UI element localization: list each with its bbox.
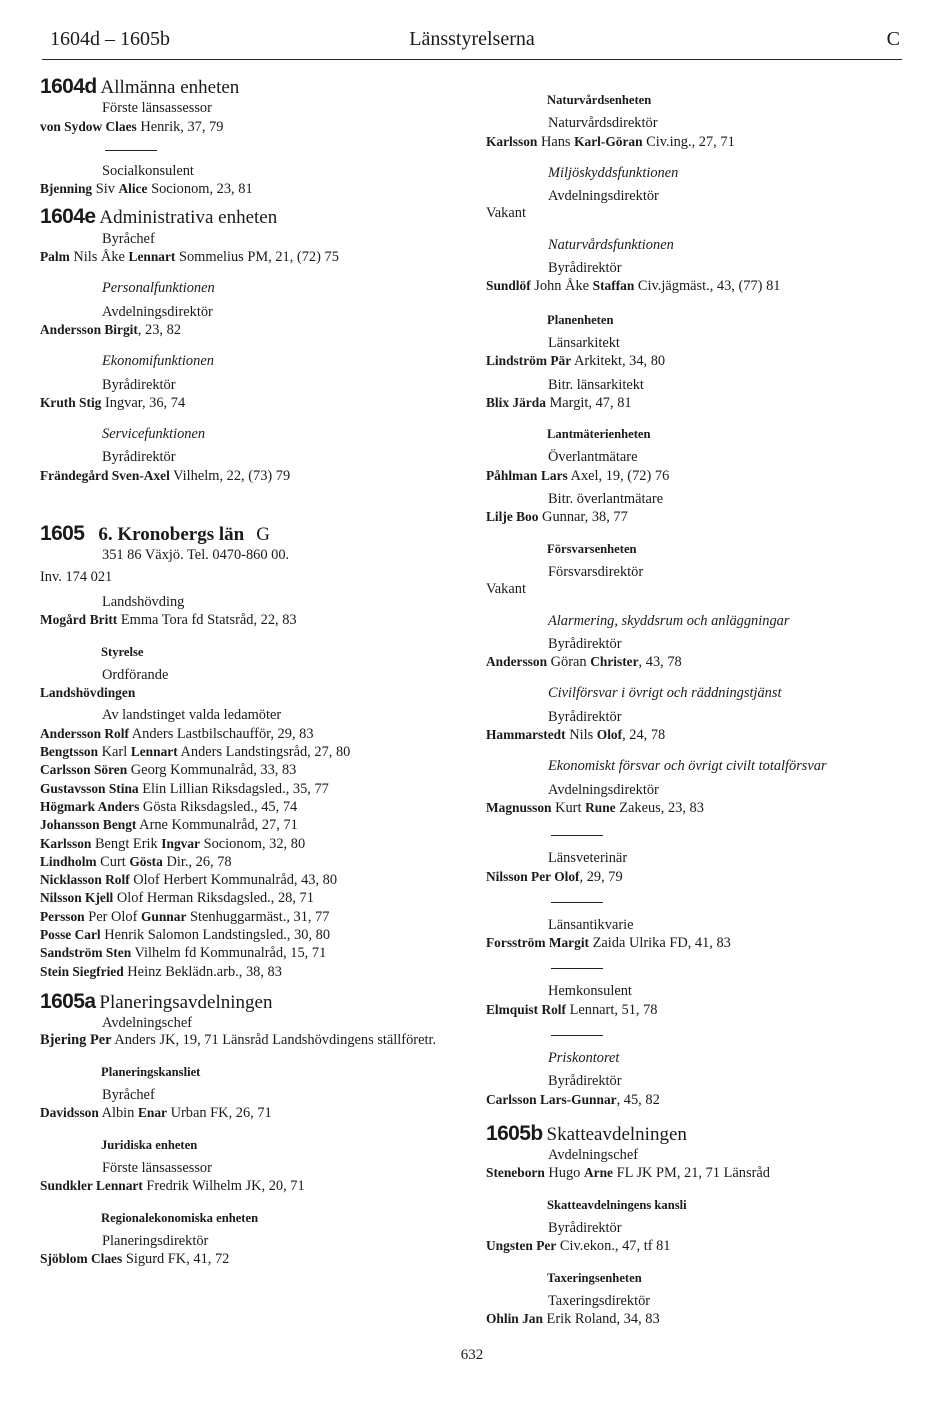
vacant-entry: Vakant bbox=[486, 581, 526, 598]
county-inhabitants: Inv. 174 021 bbox=[40, 568, 113, 585]
section-heading-1604e bbox=[40, 205, 470, 229]
section-heading-1605 bbox=[40, 522, 470, 546]
role-title: Bitr. länsarkitekt bbox=[548, 376, 644, 393]
function-heading: Miljöskyddsfunktionen bbox=[548, 164, 679, 181]
board-member: Gustavsson Stina Elin Lillian Riksdagsled., 35, 77 bbox=[40, 780, 329, 797]
role-title: Byrådirektör bbox=[548, 1073, 622, 1090]
role-title: Byråchef bbox=[102, 1087, 155, 1104]
person-entry: Bjering Per Anders JK, 19, 71 Länsråd Landshövdingens ställföretr. bbox=[40, 1032, 437, 1049]
county-code: G bbox=[256, 524, 270, 546]
person-entry: Lindström Pär Arkitekt, 34, 80 bbox=[486, 353, 666, 370]
board-member-list bbox=[40, 725, 470, 981]
person-entry: Karlsson Hans Karl-Göran Civ.ing., 27, 71 bbox=[486, 133, 735, 150]
board-member: Nilsson Kjell Olof Herman Riksdagsled., 28, 71 bbox=[40, 890, 314, 907]
board-member: Andersson Rolf Anders Lastbilschaufför, 29, 83 bbox=[40, 725, 314, 742]
header-rule bbox=[42, 59, 902, 60]
unit-heading: Styrelse bbox=[101, 644, 144, 659]
person-entry: Elmquist Rolf Lennart, 51, 78 bbox=[486, 1001, 658, 1018]
vacant-entry: Vakant bbox=[486, 205, 526, 222]
chair-entry: Landshövdingen bbox=[40, 685, 136, 701]
person-entry: Andersson Birgit, 23, 82 bbox=[40, 321, 182, 338]
role-title: Avdelningschef bbox=[548, 1147, 639, 1164]
board-member: Johansson Bengt Arne Kommunalråd, 27, 71 bbox=[40, 817, 298, 834]
role-title: Av landstinget valda ledamöter bbox=[102, 707, 282, 724]
role-title: Länsantikvarie bbox=[548, 916, 634, 933]
board-member: Persson Per Olof Gunnar Stenhuggarmäst., 31, 77 bbox=[40, 908, 330, 925]
board-member: Posse Carl Henrik Salomon Landstingsled., 30, 80 bbox=[40, 926, 331, 943]
role-title: Naturvårdsdirektör bbox=[548, 115, 658, 132]
section-title: 6. Kronobergs län bbox=[98, 524, 245, 546]
role-title: Bitr. överlantmätare bbox=[548, 491, 664, 508]
header-letter: C bbox=[886, 28, 900, 50]
role-title: Länsveterinär bbox=[548, 850, 628, 867]
right-column bbox=[486, 78, 906, 1329]
board-member: Karlsson Bengt Erik Ingvar Socionom, 32, 80 bbox=[40, 835, 306, 852]
role-title: Avdelningschef bbox=[102, 1015, 193, 1032]
separator-rule bbox=[551, 968, 603, 969]
person-entry: Blix Järda Margit, 47, 81 bbox=[486, 394, 632, 411]
section-title: Skatteavdelningen bbox=[546, 1123, 687, 1145]
section-number: 1605 bbox=[40, 522, 85, 546]
board-member: Stein Siegfried Heinz Beklädn.arb., 38, 83 bbox=[40, 963, 282, 980]
role-title: Landshövding bbox=[102, 593, 185, 610]
section-heading-1605b bbox=[486, 1121, 906, 1145]
section-heading-1604d bbox=[40, 75, 470, 98]
person-entry: Forsström Margit Zaida Ulrika FD, 41, 83 bbox=[486, 935, 731, 952]
role-title: Förste länsassessor bbox=[102, 100, 212, 117]
function-heading: Priskontoret bbox=[548, 1049, 620, 1066]
role-title: Ordförande bbox=[102, 666, 169, 683]
unit-heading: Skatteavdelningens kansli bbox=[547, 1197, 687, 1212]
person-entry: Sundlöf John Åke Staffan Civ.jägmäst., 43, (77) 81 bbox=[486, 278, 781, 295]
role-title: Förste länsassessor bbox=[102, 1159, 212, 1176]
board-member: Lindholm Curt Gösta Dir., 26, 78 bbox=[40, 853, 232, 870]
person-entry: von Sydow Claes Henrik, 37, 79 bbox=[40, 118, 224, 135]
person-entry: Ungsten Per Civ.ekon., 47, tf 81 bbox=[486, 1238, 671, 1255]
person-entry: Bjenning Siv Alice Socionom, 23, 81 bbox=[40, 181, 253, 198]
role-title: Avdelningsdirektör bbox=[548, 781, 659, 798]
function-heading: Alarmering, skyddsrum och anläggningar bbox=[548, 612, 790, 629]
person-entry: Hammarstedt Nils Olof, 24, 78 bbox=[486, 727, 666, 744]
role-title: Hemkonsulent bbox=[548, 983, 632, 1000]
role-title: Taxeringsdirektör bbox=[548, 1292, 651, 1309]
function-heading: Personalfunktionen bbox=[102, 280, 215, 297]
role-title: Byrådirektör bbox=[548, 260, 622, 277]
unit-heading: Regionalekonomiska enheten bbox=[101, 1210, 259, 1225]
person-entry: Andersson Göran Christer, 43, 78 bbox=[486, 654, 682, 671]
role-title: Byrådirektör bbox=[548, 635, 622, 652]
person-entry: Påhlman Lars Axel, 19, (72) 76 bbox=[486, 467, 670, 484]
function-heading: Ekonomifunktionen bbox=[102, 353, 214, 370]
person-entry: Mogård Britt Emma Tora fd Statsråd, 22, 83 bbox=[40, 612, 297, 629]
role-title: Byrådirektör bbox=[102, 376, 176, 393]
section-number: 1605b bbox=[486, 1121, 543, 1145]
role-title: Byrådirektör bbox=[102, 449, 176, 466]
board-member: Högmark Anders Gösta Riksdagsled., 45, 74 bbox=[40, 798, 298, 815]
separator-rule bbox=[551, 835, 603, 836]
section-heading-1605a bbox=[40, 989, 470, 1013]
person-entry: Davidsson Albin Enar Urban FK, 26, 71 bbox=[40, 1105, 272, 1122]
unit-heading: Försvarsenheten bbox=[547, 541, 637, 556]
county-address: 351 86 Växjö. Tel. 0470-860 00. bbox=[102, 547, 290, 564]
role-title: Överlantmätare bbox=[548, 449, 638, 466]
function-heading: Ekonomiskt försvar och övrigt civilt totalförsvar bbox=[548, 758, 827, 775]
board-member: Sandström Sten Vilhelm fd Kommunalråd, 15, 71 bbox=[40, 945, 327, 962]
separator-rule bbox=[551, 1035, 603, 1036]
section-number: 1605a bbox=[40, 989, 96, 1013]
role-title: Byråchef bbox=[102, 230, 155, 247]
role-title: Avdelningsdirektör bbox=[102, 303, 213, 320]
section-number: 1604e bbox=[40, 205, 96, 229]
person-entry: Nilsson Per Olof, 29, 79 bbox=[486, 868, 623, 885]
role-title: Avdelningsdirektör bbox=[548, 188, 659, 205]
role-title: Länsarkitekt bbox=[548, 334, 620, 351]
section-title: Administrativa enheten bbox=[99, 207, 278, 229]
section-number: 1604d bbox=[40, 75, 97, 98]
person-entry: Sjöblom Claes Sigurd FK, 41, 72 bbox=[40, 1251, 230, 1268]
person-entry: Lilje Boo Gunnar, 38, 77 bbox=[486, 509, 628, 526]
person-entry: Magnusson Kurt Rune Zakeus, 23, 83 bbox=[486, 799, 704, 816]
function-heading: Naturvårdsfunktionen bbox=[548, 236, 674, 253]
unit-heading: Taxeringsenheten bbox=[547, 1270, 642, 1285]
separator-rule bbox=[551, 902, 603, 903]
section-title: Planeringsavdelningen bbox=[99, 991, 273, 1013]
page-number: 632 bbox=[460, 1347, 484, 1363]
left-column bbox=[40, 75, 470, 1268]
role-title: Byrådirektör bbox=[548, 1220, 622, 1237]
person-entry: Palm Nils Åke Lennart Sommelius PM, 21, (72) 75 bbox=[40, 249, 339, 266]
board-member: Nicklasson Rolf Olof Herbert Kommunalråd, 43, 80 bbox=[40, 872, 338, 889]
header-section-range: 1604d – 1605b bbox=[50, 28, 170, 50]
role-title: Socialkonsulent bbox=[102, 162, 194, 179]
function-heading: Civilförsvar i övrigt och räddningstjänst bbox=[548, 685, 782, 702]
person-entry: Steneborn Hugo Arne FL JK PM, 21, 71 Länsråd bbox=[486, 1165, 770, 1182]
unit-heading: Naturvårdsenheten bbox=[547, 93, 652, 107]
unit-heading: Planenheten bbox=[547, 312, 614, 327]
header-title: Länsstyrelserna bbox=[409, 28, 535, 50]
unit-heading: Juridiska enheten bbox=[101, 1137, 198, 1152]
person-entry: Ohlin Jan Erik Roland, 34, 83 bbox=[486, 1311, 660, 1328]
unit-heading: Lantmäterienheten bbox=[547, 427, 651, 442]
role-title: Byrådirektör bbox=[548, 708, 622, 725]
role-title: Planeringsdirektör bbox=[102, 1232, 209, 1249]
person-entry: Kruth Stig Ingvar, 36, 74 bbox=[40, 394, 186, 411]
person-entry: Carlsson Lars-Gunnar, 45, 82 bbox=[486, 1091, 660, 1108]
section-title: Allmänna enheten bbox=[100, 77, 240, 98]
separator-rule bbox=[105, 150, 157, 151]
unit-heading: Planeringskansliet bbox=[101, 1064, 201, 1079]
board-member: Carlsson Sören Georg Kommunalråd, 33, 83 bbox=[40, 762, 297, 779]
person-entry: Sundkler Lennart Fredrik Wilhelm JK, 20, 71 bbox=[40, 1178, 305, 1195]
function-heading: Servicefunktionen bbox=[102, 426, 206, 443]
person-entry: Frändegård Sven-Axel Vilhelm, 22, (73) 79 bbox=[40, 467, 291, 484]
board-member: Bengtsson Karl Lennart Anders Landstingsråd, 27, 80 bbox=[40, 744, 351, 761]
role-title: Försvarsdirektör bbox=[548, 563, 644, 580]
